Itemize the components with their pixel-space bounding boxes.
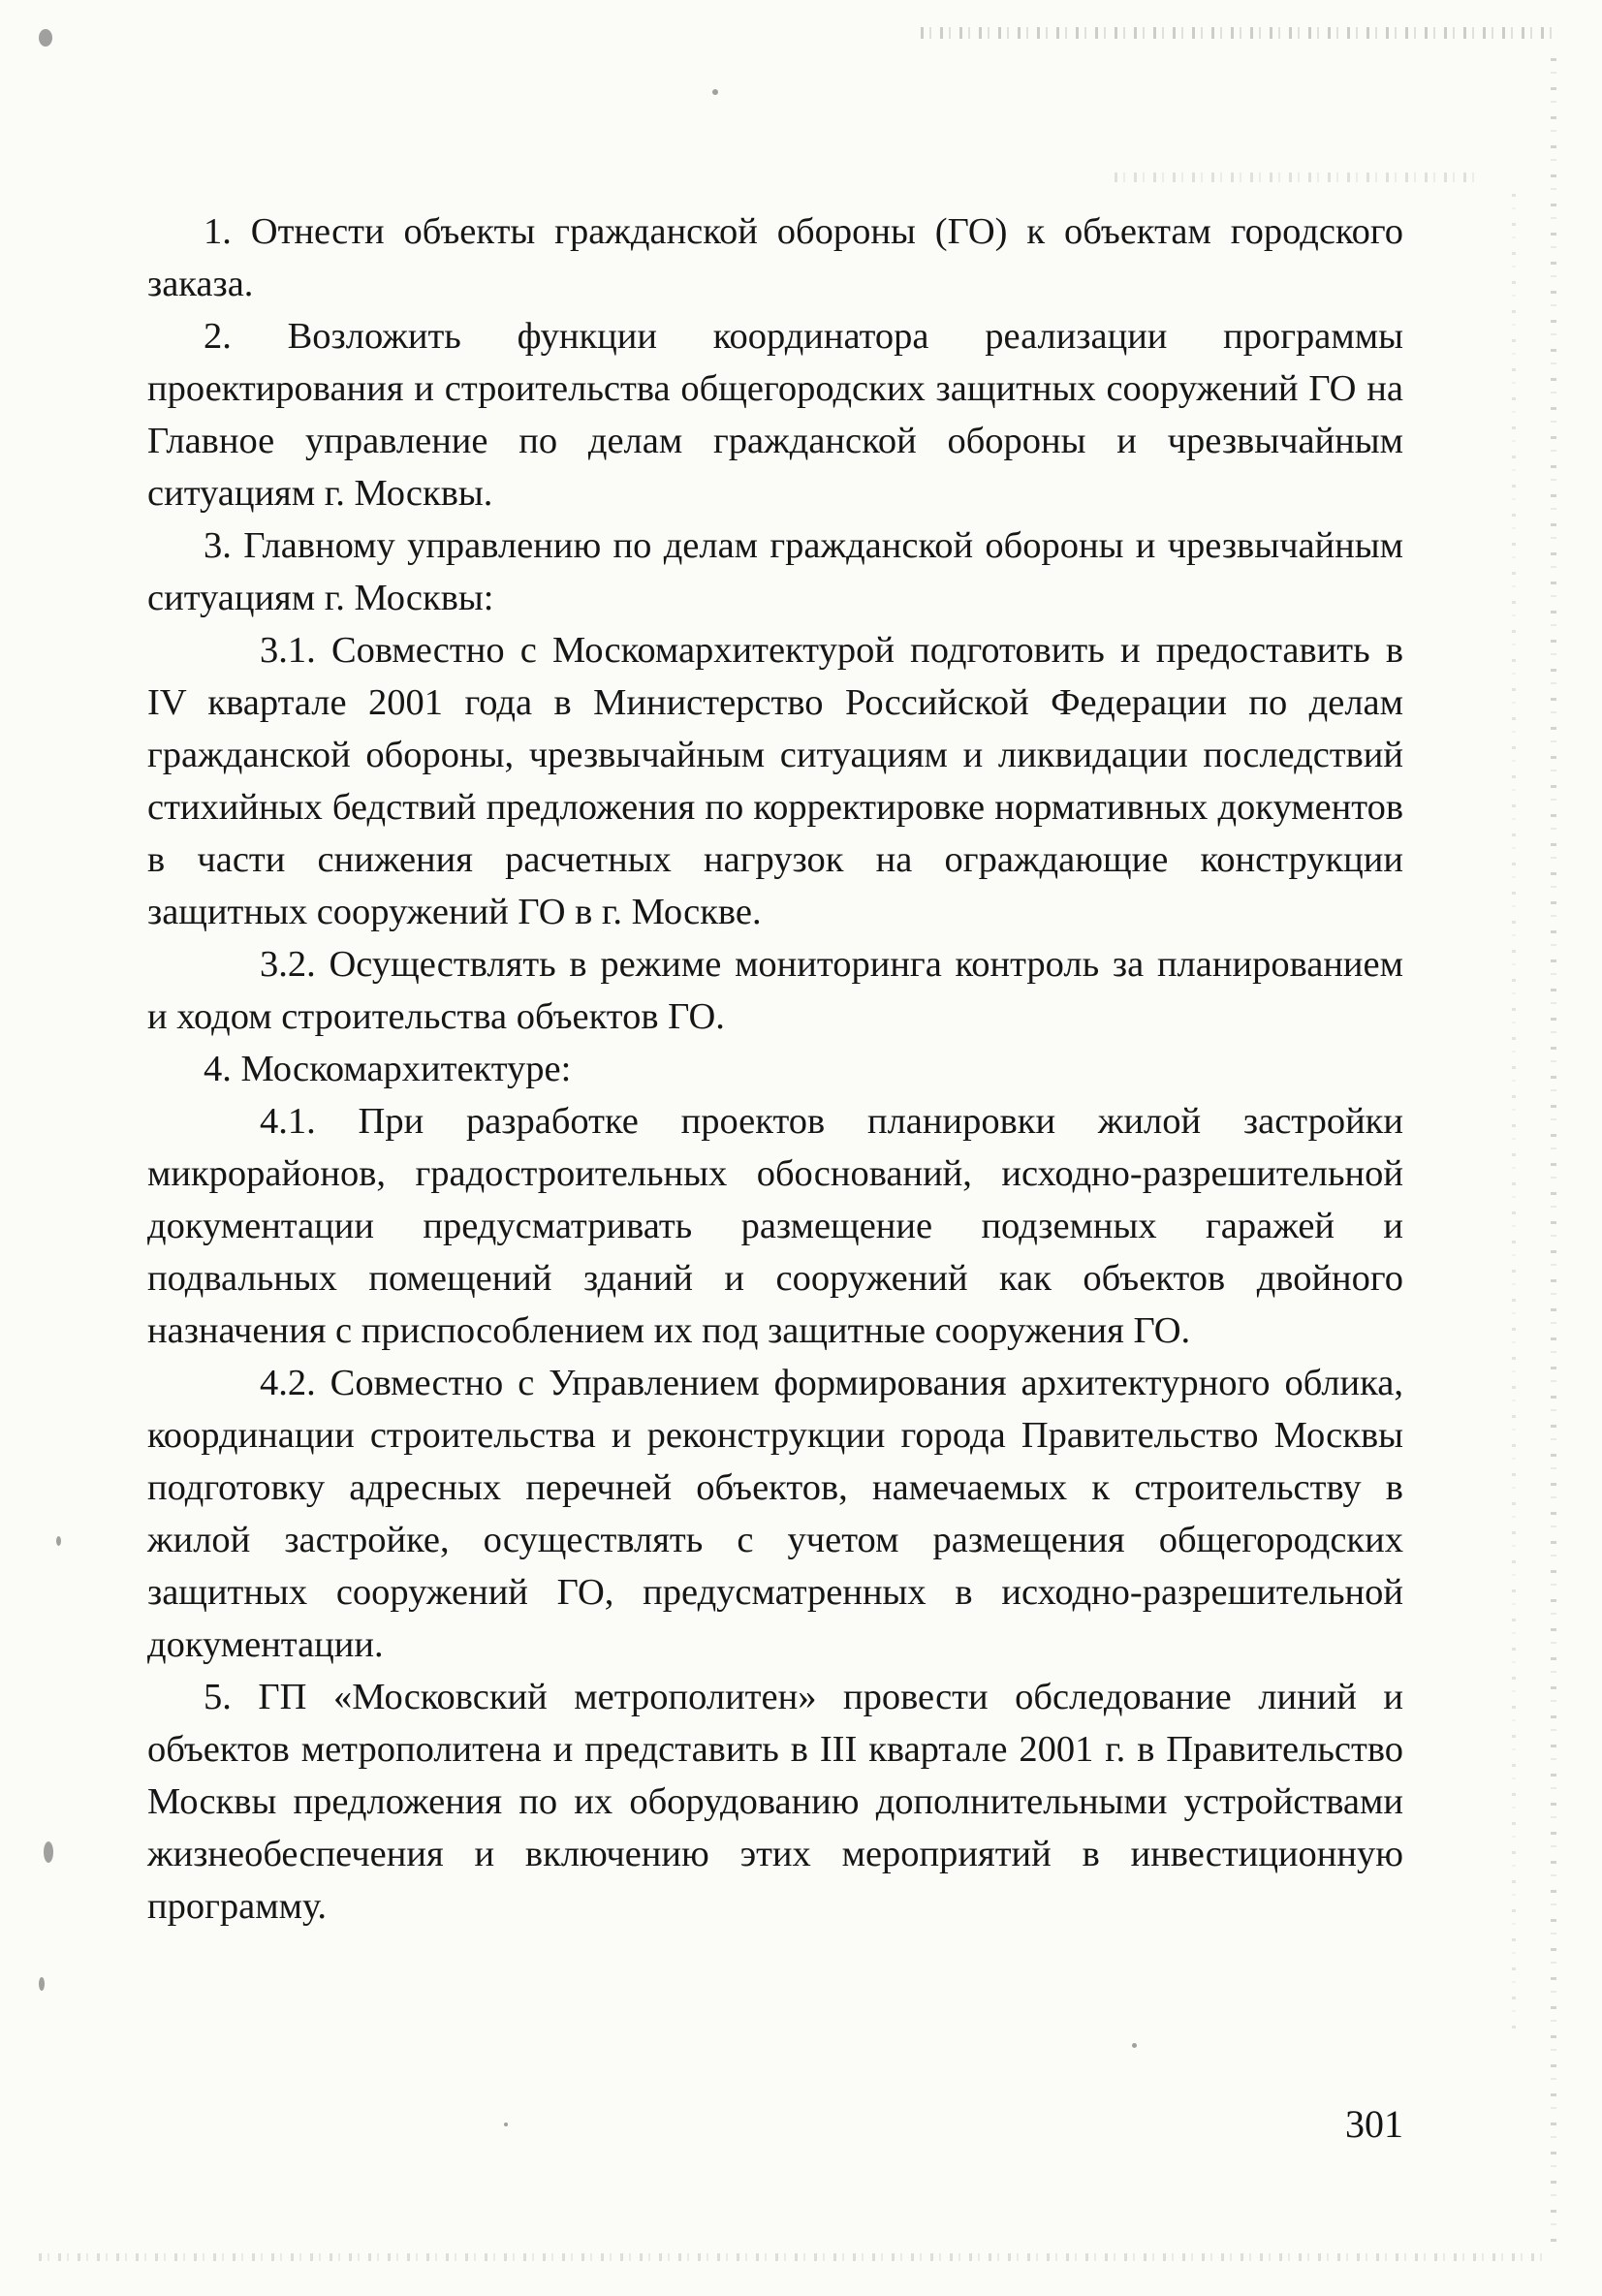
scan-noise-top-2 [1115, 173, 1483, 182]
paragraph-3: 3. Главному управлению по делам гражданской обороны и чрезвычайным ситуациям г. Москвы: [147, 525, 1403, 618]
scan-speck [44, 1841, 53, 1863]
scan-noise-right-2 [1512, 194, 1516, 2035]
scan-noise-bottom [39, 2253, 1551, 2261]
paragraph-4-1: 4.1. При разработке проектов планировки жилой застройки микрорайонов, градостроительных обоснований, исходно-разрешительной документации предусматривать размещение подземных гаражей и подвальных помещений зданий и сооружений как объектов двойного назначения с приспособлением их под защитные сооружения ГО. [147, 1101, 1403, 1351]
paragraph-3-2: 3.2. Осуществлять в режиме мониторинга контроль за планированием и ходом строительства объектов ГО. [147, 944, 1403, 1037]
page-number: 301 [1345, 2102, 1403, 2146]
scan-speck [504, 2123, 508, 2126]
scan-speck [39, 1977, 45, 1991]
scan-noise-top [921, 27, 1560, 39]
paragraph-3-1: 3.1. Совместно с Москомархитектурой подготовить и предоставить в IV квартале 2001 года в Министерство Российской Федерации по делам гражданской обороны, чрезвычайным ситуациям и ликвидации последствий стихийных бедствий предложения по корректировке нормативных документов в части снижения расчетных нагрузок на ограждающие конструкции защитных сооружений ГО в г. Москве. [147, 630, 1403, 932]
document-body [147, 205, 1403, 1933]
scan-speck [56, 1536, 61, 1546]
scan-speck [712, 89, 718, 95]
paragraph-1: 1. Отнести объекты гражданской обороны (ГО) к объектам городского заказа. [147, 211, 1403, 304]
paragraph-5: 5. ГП «Московский метрополитен» провести обследование линий и объектов метрополитена и представить в III квартале 2001 г. в Правительство Москвы предложения по их оборудованию дополнительными устройствами жизнеобеспечения и включению этих мероприятий в инвестиционную программу. [147, 1677, 1403, 1927]
scan-speck [39, 29, 52, 47]
paragraph-4: 4. Москомархитектуре: [204, 1049, 572, 1089]
scan-speck [1132, 2043, 1137, 2048]
paragraph-4-2: 4.2. Совместно с Управлением формирования архитектурного облика, координации строительства и реконструкции города Правительство Москвы подготовку адресных перечней объектов, намечаемых к строительству в жилой застройке, осуществлять с учетом размещения общегородских защитных сооружений ГО, предусматренных в исходно-разрешительной документации. [147, 1363, 1403, 1665]
paragraph-2: 2. Возложить функции координатора реализации программы проектирования и строительства общегородских защитных сооружений ГО на Главное управление по делам гражданской обороны и чрезвычайным ситуациям г. Москвы. [147, 316, 1403, 514]
scan-noise-right [1551, 58, 1556, 2249]
